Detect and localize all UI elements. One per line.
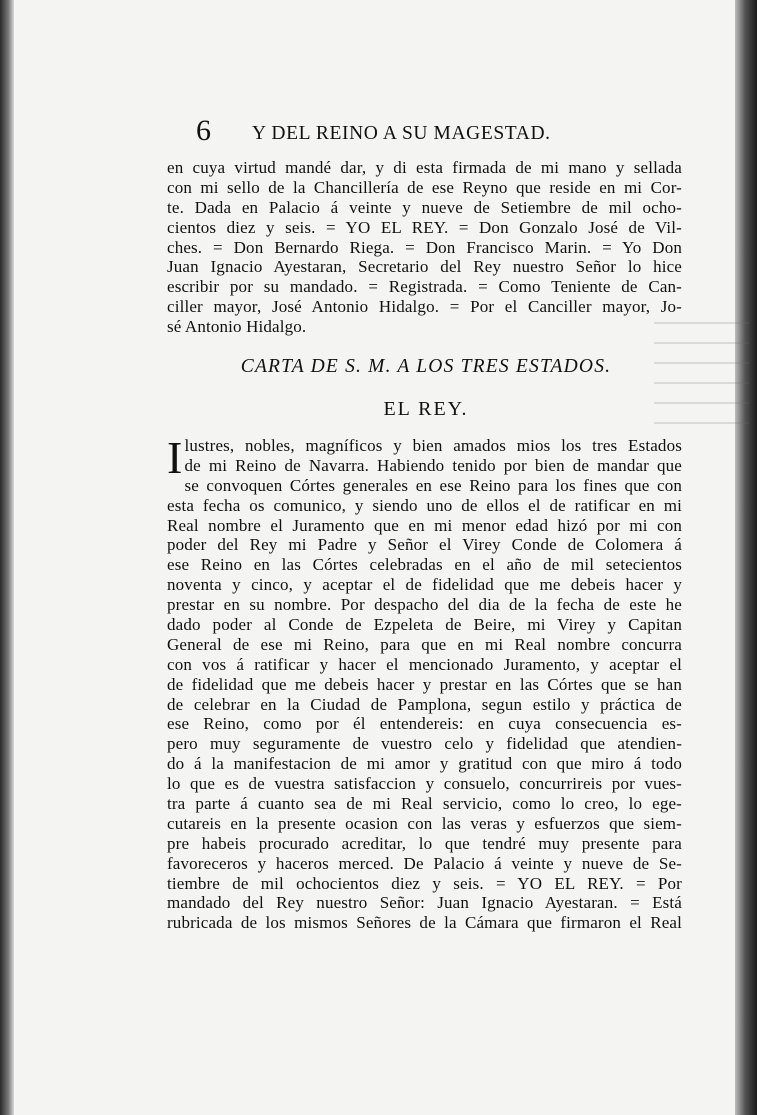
section-title: CARTA DE S. M. A LOS TRES ESTADOS. — [240, 356, 612, 377]
text-line: escribir por su mandado. = Registrada. = Como Teniente de Can- — [167, 277, 682, 297]
text-line: pre habeis procurado acreditar, lo que tendré muy presente para — [167, 833, 682, 853]
page-number: 6 — [196, 114, 211, 147]
text-line: noventa y cinco, y aceptar el de fidelidad que me debeis hacer y — [167, 575, 682, 595]
text-line: tiembre de mil ochocientos diez y seis. = YO EL REY. = Por — [167, 873, 682, 893]
scan-edge-right — [735, 0, 757, 1115]
running-head: Y DEL REINO A SU MAGESTAD. — [252, 123, 551, 144]
text-line: mandado del Rey nuestro Señor: Juan Ignacio Ayestaran. = Está — [167, 893, 682, 913]
text-line: se convoquen Córtes generales en ese Reino para los fines que con — [184, 475, 682, 495]
text-line: de mi Reino de Navarra. Habiendo tenido por bien de mandar que — [184, 455, 682, 475]
text-line: rubricada de los mismos Señores de la Cámara que firmaron el Real — [167, 913, 682, 933]
text-line: con mi sello de la Chancillería de ese Reyno que reside en mi Cor- — [167, 177, 682, 197]
text-line: Juan Ignacio Ayestaran, Secretario del Rey nuestro Señor lo hice — [167, 257, 682, 277]
text-line: ese Reino en las Córtes celebradas en el año de mil setecientos — [167, 555, 682, 575]
page-header — [196, 116, 596, 152]
text-line: sé Antonio Hidalgo. — [167, 317, 307, 337]
text-line: lustres, nobles, magníficos y bien amados mios los tres Estados — [184, 436, 682, 455]
text-line: ciller mayor, José Antonio Hidalgo. = Por el Canciller mayor, Jo- — [167, 297, 682, 317]
king-heading: EL REY. — [383, 398, 469, 420]
text-line: do á la manifestacion de mi amor y gratitud con que miro á todo — [167, 754, 682, 774]
text-line: pero muy seguramente de vuestro celo y fidelidad que atendien- — [167, 734, 682, 754]
text-line: tra parte á cuanto sea de mi Real servicio, como lo creo, lo ege- — [167, 794, 682, 814]
text-line: General de ese mi Reino, para que en mi Real nombre concurra — [167, 634, 682, 654]
drop-cap: I — [167, 432, 183, 483]
text-line: cutareis en la presente ocasion con las veras y esfuerzos que siem- — [167, 813, 682, 833]
text-line: favoreceros y haceros merced. De Palacio á veinte y nueve de Se- — [167, 853, 682, 873]
text-line: poder del Rey mi Padre y Señor el Virey Conde de Colomera á — [167, 535, 682, 555]
text-line: prestar en su nombre. Por despacho del dia de la fecha de este he — [167, 595, 682, 615]
scan-edge-left — [0, 0, 14, 1115]
text-line: ches. = Don Bernardo Riega. = Don Francisco Marin. = Yo Don — [167, 237, 682, 257]
text-line: esta fecha os comunico, y siendo uno de ellos el de ratificar en mi — [167, 495, 682, 515]
text-line: lo que es de vuestra satisfaccion y consuelo, concurrireis por vues- — [167, 774, 682, 794]
text-line: de celebrar en la Ciudad de Pamplona, segun estilo y práctica de — [167, 694, 682, 714]
letter-text-block — [167, 432, 682, 933]
text-line: te. Dada en Palacio á veinte y nueve de Setiembre de mil ocho- — [167, 197, 682, 217]
text-line: en cuya virtud mandé dar, y di esta firmada de mi mano y sellada — [167, 158, 682, 177]
text-line: de fidelidad que me debeis hacer y prestar en las Córtes que se han — [167, 674, 682, 694]
text-line: cientos diez y seis. = YO EL REY. = Don Gonzalo José de Vil- — [167, 217, 682, 237]
text-line: dado poder al Conde de Ezpeleta de Beire, mi Virey y Capitan — [167, 615, 682, 635]
text-line: ese Reino, como por él entendereis: en cuya consecuencia es- — [167, 714, 682, 734]
text-line: con vos á ratificar y hacer el mencionado Juramento, y aceptar el — [167, 654, 682, 674]
text-line: Real nombre el Juramento que en mi menor edad hizó por mi con — [167, 515, 682, 535]
opening-text-block — [167, 158, 682, 337]
